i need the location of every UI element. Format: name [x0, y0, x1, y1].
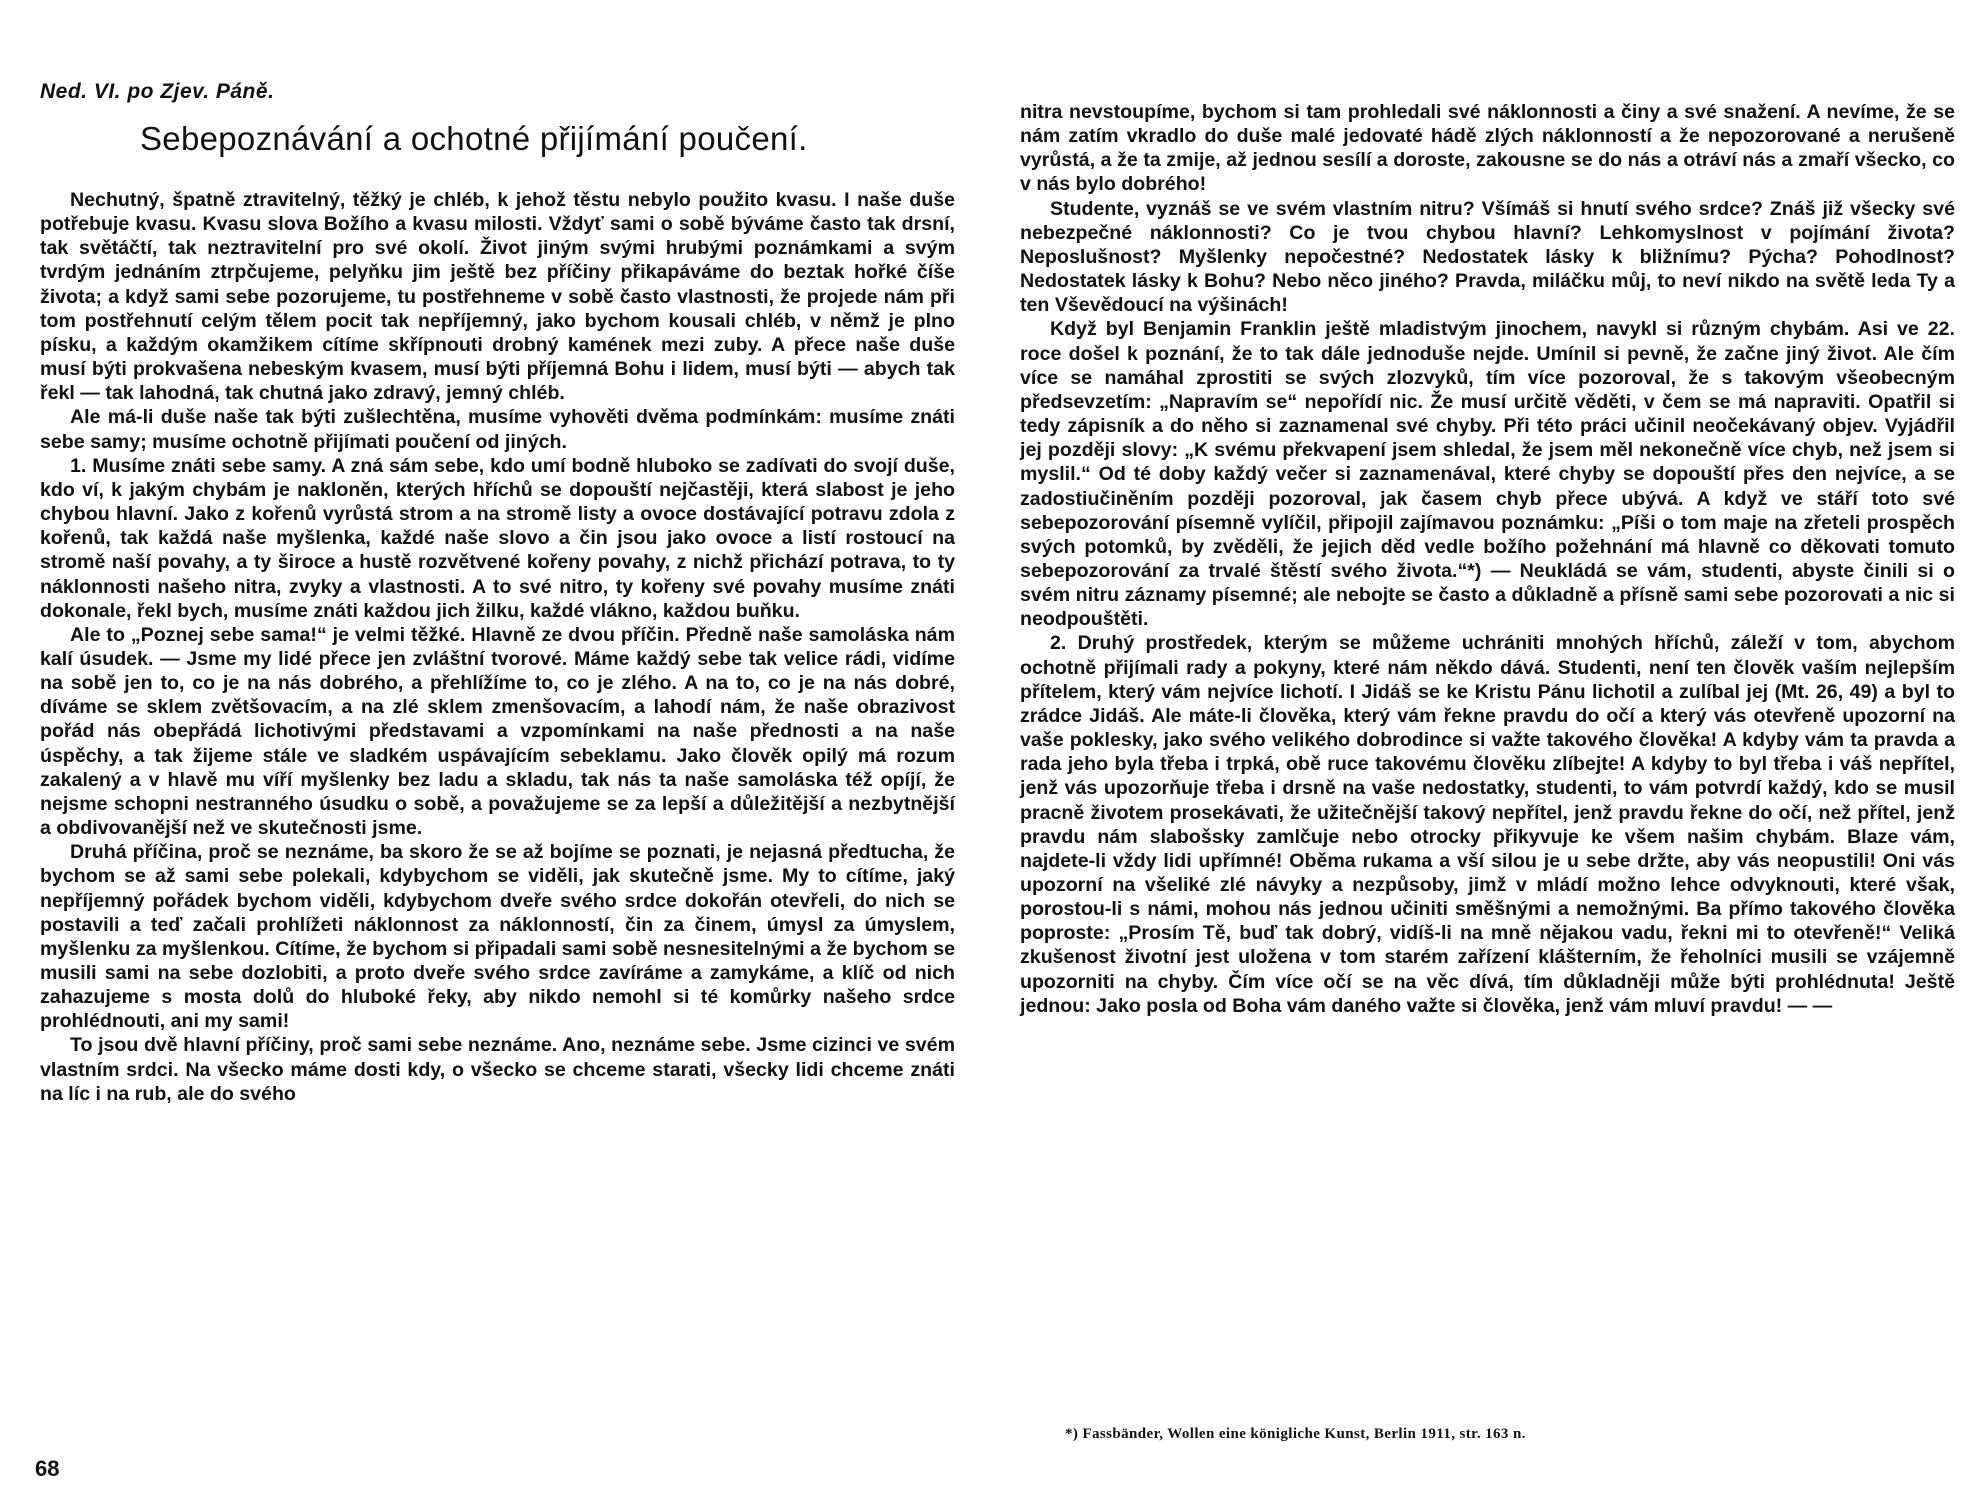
right-page [1020, 0, 1955, 1500]
left-body-text [40, 188, 955, 1106]
paragraph: 2. Druhý prostředek, kterým se můžeme uchrániti mnohých hříchů, záleží v tom, abychom ochotně přijímali rady a pokyny, které nám někdo dává. Studenti, není ten člověk vaším nejlepším přítelem, který vám nejvíce lichotí. I Jidáš se ke Kristu Pánu lichotil a zulíbal jej (Mt. 26, 49) a byl to zrádce Jidáš. Ale máte-li člověka, který vám řekne pravdu do očí a který vás otevřeně upozorní na vaše poklesky, jako svého velikého dobrodince si važte takového člověka! A kdyby vám ta pravda a rada jeho byla třeba i trpká, obě ruce takovému člověku zlíbejte! A kdyby to byl třeba i váš nepřítel, jenž vás upozorňuje třeba i drsně na vaše nedostatky, studenti, to vám potvrdí každý, kdo se musil pracně životem prosekávati, že užitečnější takový nepřítel, jenž pravdu řekne do očí, než přítel, jenž pravdu nám slabošsky zamlčuje nebo otrocky přikyvuje ke všem našim chybám. Blaze vám, najdete-li vždy lidi upřímné! Oběma rukama a vší silou je u sebe držte, aby vás neopustili! Oni vás upozorní na všeliké zlé návyky a nezpůsoby, jimž v mládí možno lehce odvyknouti, které však, porostou-li s námi, mohou nás jednou učiniti směšnými a nemožnými. Ba přímo takového člověka poproste: „Prosím Tě, buď tak dobrý, vidíš-li na mně nějakou vadu, řekni mi to otevřeně!“ Veliká zkušenost životní jest uložena v tom starém zařízení klášterním, že řeholníci musili se vzájemně upozorniti na chyby. Čím více očí se na věc dívá, tím důkladněji může býti prohlédnuta! Ještě jednou: Jako posla od Boha vám daného važte si člověka, jenž vám mluví pravdu! — — [1020, 632, 1955, 1017]
paragraph: 1. Musíme znáti sebe samy. A zná sám sebe, kdo umí bodně hluboko se zadívati do svojí duše, kdo ví, k jakým chybám je nakloněn, kterých hříchů se dopouští nejčastěji, která slabost je jeho chybou hlavní. Jako z kořenů vyrůstá strom a na stromě listy a ovoce dostávající potravu zdola z kořenů, tak každá naše myšlenka, každé naše slovo a čin jsou jako ovoce a listí rostoucí na stromě naší povahy, a ty široce a hustě rozvětvené kořeny povahy, z nichž přichází potrava, to ty náklonnosti našeho nitra, zvyky a vlastnosti. A to své nitro, ty kořeny své povahy musíme znáti dokonale, řekl bych, musíme znáti každou jich žilku, každé vlákno, každou buňku. [40, 454, 955, 622]
paragraph: To jsou dvě hlavní příčiny, proč sami sebe neznáme. Ano, neznáme sebe. Jsme cizinci ve svém vlastním srdci. Na všecko máme dosti kdy, o všecko se chceme starati, všecky lidi chceme znáti na líc i na rub, ale do svého [40, 1034, 955, 1105]
paragraph: Studente, vyznáš se ve svém vlastním nitru? Všímáš si hnutí svého srdce? Znáš již všecky své nebezpečné náklonnosti? Co je tvou chybou hlavní? Lehkomyslnost v pojímání života? Neposlušnost? Myšlenky nepočestné? Nedostatek lásky k bližnímu? Pýcha? Pohodlnost? Nedostatek lásky k Bohu? Nebo něco jiného? Pravda, miláčku můj, to neví nikdo na světě leda Ty a ten Vševědoucí na výšinách! [1020, 197, 1955, 317]
page-number: 68 [35, 1456, 60, 1481]
paragraph: Druhá příčina, proč se neznáme, ba skoro že se až bojíme se poznati, je nejasná předtucha, že bychom se až sami sebe polekali, kdybychom se viděli, jak skutečně jsme. My to cítíme, jaký nepříjemný pořádek bychom viděli, kdybychom dveře svého srdce dokořán otevřeli, do nich se postavili a teď začali prohlížeti náklonnost za náklonností, čin za činem, úmysl za úmyslem, myšlenku za myšlenkou. Cítíme, že bychom si připadali sami sobě nesnesitelnými a že bychom se musili sami na sebe dozlobiti, a proto dveře svého srdce zavíráme a zamykáme, a klíč od nich zahazujeme s mosta dolů do hluboké řeky, aby nikdo nemohl si té komůrky našeho srdce prohlédnouti, ani my sami! [40, 841, 955, 1033]
footnote: *) Fassbänder, Wollen eine königliche Kunst, Berlin 1911, str. 163 n. [1065, 1426, 1526, 1442]
paragraph: nitra nevstoupíme, bychom si tam prohledali své náklonnosti a činy a své snažení. A nevíme, že se nám zatím vkradlo do duše malé jedovaté hádě zlých náklonností a že nepozorované a nerušeně vyrůstá, a že ta zmije, až jednou sesílí a doroste, zakousne se do nás a otráví nás a zmaří všecko, co v nás bylo dobrého! [1020, 101, 1955, 196]
section-header: Ned. VI. po Zjev. Páně. [40, 80, 275, 103]
paragraph: Nechutný, špatně ztravitelný, těžký je chléb, k jehož těstu nebylo použito kvasu. I naše duše potřebuje kvasu. Kvasu slova Božího a kvasu milosti. Vždyť sami o sobě býváme často tak drsní, tak světáčtí, tak neztravitelní pro své okolí. Život jiným svými hrubými poznámkami a svým tvrdým jednáním ztrpčujeme, pelyňku jim ještě bez příčiny přikapáváme do beztak hořké číše života; a když sami sebe pozorujeme, tu postřehneme v sobě často vlastnosti, že projede nám při tom postřehnutí celým tělem pocit tak nepříjemný, jako bychom kousali chléb, v němž je plno písku, a každým okamžikem cítíme skřípnouti drobný kamének mezi zuby. A přece naše duše musí býti prokvašena nebeským kvasem, musí býti příjemná Bohu i lidem, musí býti — abych tak řekl — tak lahodná, tak chutná jako zdravý, jemný chléb. [40, 189, 955, 405]
right-body-text [1020, 100, 1955, 1018]
left-page [35, 0, 960, 1500]
paragraph: Ale to „Poznej sebe sama!“ je velmi těžké. Hlavně ze dvou příčin. Předně naše samoláska nám kalí úsudek. — Jsme my lidé přece jen zvláštní tvorové. Máme každý sebe tak velice rádi, vidíme na sobě jen to, co je na nás dobrého, a přehlížíme to, co je zlého. A na to, co je na nás dobré, díváme se sklem zvětšovacím, a na zlé sklem zmenšovacím, a lahodí nám, že naše obrazivost pořád nás obepřádá lichotivými představami a vzpomínkami na naše přednosti a na naše úspěchy, a tak žijeme stále ve sladkém uspávajícím sebeklamu. Jako člověk opilý má rozum zakalený a v hlavě mu víří myšlenky bez ladu a skladu, tak nás ta naše samoláska též opíjí, že nejsme schopni nestranného úsudku o sobě, a považujeme se za lepší a důležitější a nezbytnější a obdivovanější než ve skutečnosti jsme. [40, 623, 955, 840]
paragraph: Když byl Benjamin Franklin ještě mladistvým jinochem, navykl si různým chybám. Asi ve 22. roce došel k poznání, že to tak dále jednoduše nejde. Umínil si pevně, že začne jiný život. Ale čím více se namáhal zprostiti se svých zlozvyků, tím více pozoroval, že s takovým všeobecným předsevzetím: „Napravím se“ nepořídí nic. Že musí určitě věděti, v čem se má napraviti. Opatřil si tedy zápisník a do něho si zaznamenal své chyby. Při této práci učinil neočekávaný objev. Vyjádřil jej později slovy: „K svému překvapení jsem shledal, že jsem měl nekonečně více chyb, než jsem si myslil.“ Od té doby každý večer si zaznamenával, které chyby se dopouští přes den nejvíce, a se zadostiučiněním později pozoroval, jak časem chyb přece ubývá. A když ve stáří toto své sebepozorování písemně vylíčil, připojil zajímavou poznámku: „Píši o tom maje na zřeteli prospěch svých potomků, by zvěděli, že jejich děd vedle božího požehnání má hlavně co děkovati tomuto sebepozorování za trvalé štěstí svého života.“*) — Neukládá se vám, studenti, abyste činili si o svém nitru záznamy písemné; ale nebojte se často a důkladně a přísně sami sebe pozorovati a nic si neodpouštěti. [1020, 318, 1955, 631]
paragraph: Ale má-li duše naše tak býti zušlechtěna, musíme vyhověti dvěma podmínkám: musíme znáti sebe samy; musíme ochotně přijímati poučení od jiných. [40, 406, 955, 453]
page-title: Sebepoznávání a ochotné přijímání poučení. [140, 120, 808, 157]
